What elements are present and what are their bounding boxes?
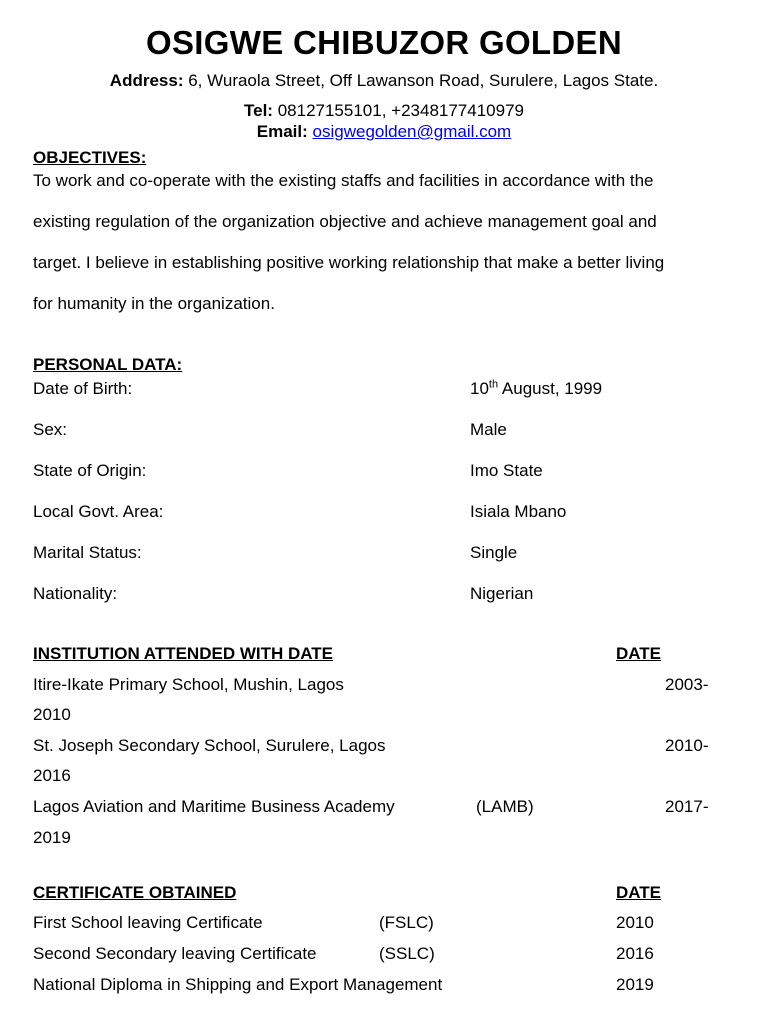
tel-value: 08127155101, +2348177410979 [277, 101, 524, 120]
marital-label: Marital Status: [33, 543, 142, 562]
dob-label: Date of Birth: [33, 379, 133, 398]
email-label: Email: [256, 122, 308, 141]
education-date-heading: DATE [616, 644, 662, 663]
objective-line: for humanity in the organization. [33, 294, 275, 313]
marital-value: Single [470, 543, 518, 562]
sex-label: Sex: [33, 420, 68, 439]
objective-line: target. I believe in establishing positive working relationship that make a better living [33, 253, 665, 272]
tel-line [0, 101, 768, 121]
dob-suffix: th [488, 378, 499, 391]
school-end: 2016 [33, 766, 71, 785]
email-link[interactable]: osigwegolden@gmail.com [312, 122, 512, 141]
email-line [0, 122, 768, 142]
lga-value: Isiala Mbano [470, 502, 567, 521]
lga-label: Local Govt. Area: [33, 502, 164, 521]
nationality-value: Nigerian [470, 584, 534, 603]
objective-line: To work and co-operate with the existing staffs and facilities in accordance with the [33, 171, 654, 190]
education-heading: INSTITUTION ATTENDED WITH DATE [33, 644, 333, 663]
tel-label: Tel: [244, 101, 273, 120]
address-line [0, 71, 768, 91]
objectives-heading: OBJECTIVES: [33, 148, 147, 167]
state-value: Imo State [470, 461, 543, 480]
school-name: Itire-Ikate Primary School, Mushin, Lagos [33, 675, 344, 694]
certificate-year: 2016 [616, 944, 654, 963]
state-label: State of Origin: [33, 461, 147, 480]
school-name: Lagos Aviation and Maritime Business Academy [33, 797, 395, 816]
school-abbr: (LAMB) [476, 797, 534, 816]
applicant-name: OSIGWE CHIBUZOR GOLDEN [146, 24, 622, 61]
school-end: 2019 [33, 828, 71, 847]
certificates-date-heading: DATE [616, 883, 662, 902]
certificate-year: 2010 [616, 913, 654, 932]
certificate-name: First School leaving Certificate [33, 913, 263, 932]
dob-rest: August, 1999 [498, 379, 603, 398]
personal-data-heading: PERSONAL DATA: [33, 355, 183, 374]
certificate-abbr: (SSLC) [379, 944, 435, 963]
school-end: 2010 [33, 705, 71, 724]
dob-day: 10 [470, 379, 489, 398]
certificates-heading: CERTIFICATE OBTAINED [33, 883, 237, 902]
certificate-name: Second Secondary leaving Certificate [33, 944, 317, 963]
certificate-year: 2019 [616, 975, 654, 994]
dob-value [470, 379, 602, 399]
address-value: 6, Wuraola Street, Off Lawanson Road, Surulere, Lagos State. [188, 71, 659, 90]
certificate-abbr: (FSLC) [379, 913, 434, 932]
school-name: St. Joseph Secondary School, Surulere, Lagos [33, 736, 386, 755]
certificate-name: National Diploma in Shipping and Export Management [33, 975, 443, 994]
objective-line: existing regulation of the organization objective and achieve management goal and [33, 212, 657, 231]
nationality-label: Nationality: [33, 584, 118, 603]
sex-value: Male [470, 420, 507, 439]
school-start: 2010- [665, 736, 709, 755]
school-start: 2017- [665, 797, 709, 816]
school-start: 2003- [665, 675, 709, 694]
address-label: Address: [109, 71, 184, 90]
